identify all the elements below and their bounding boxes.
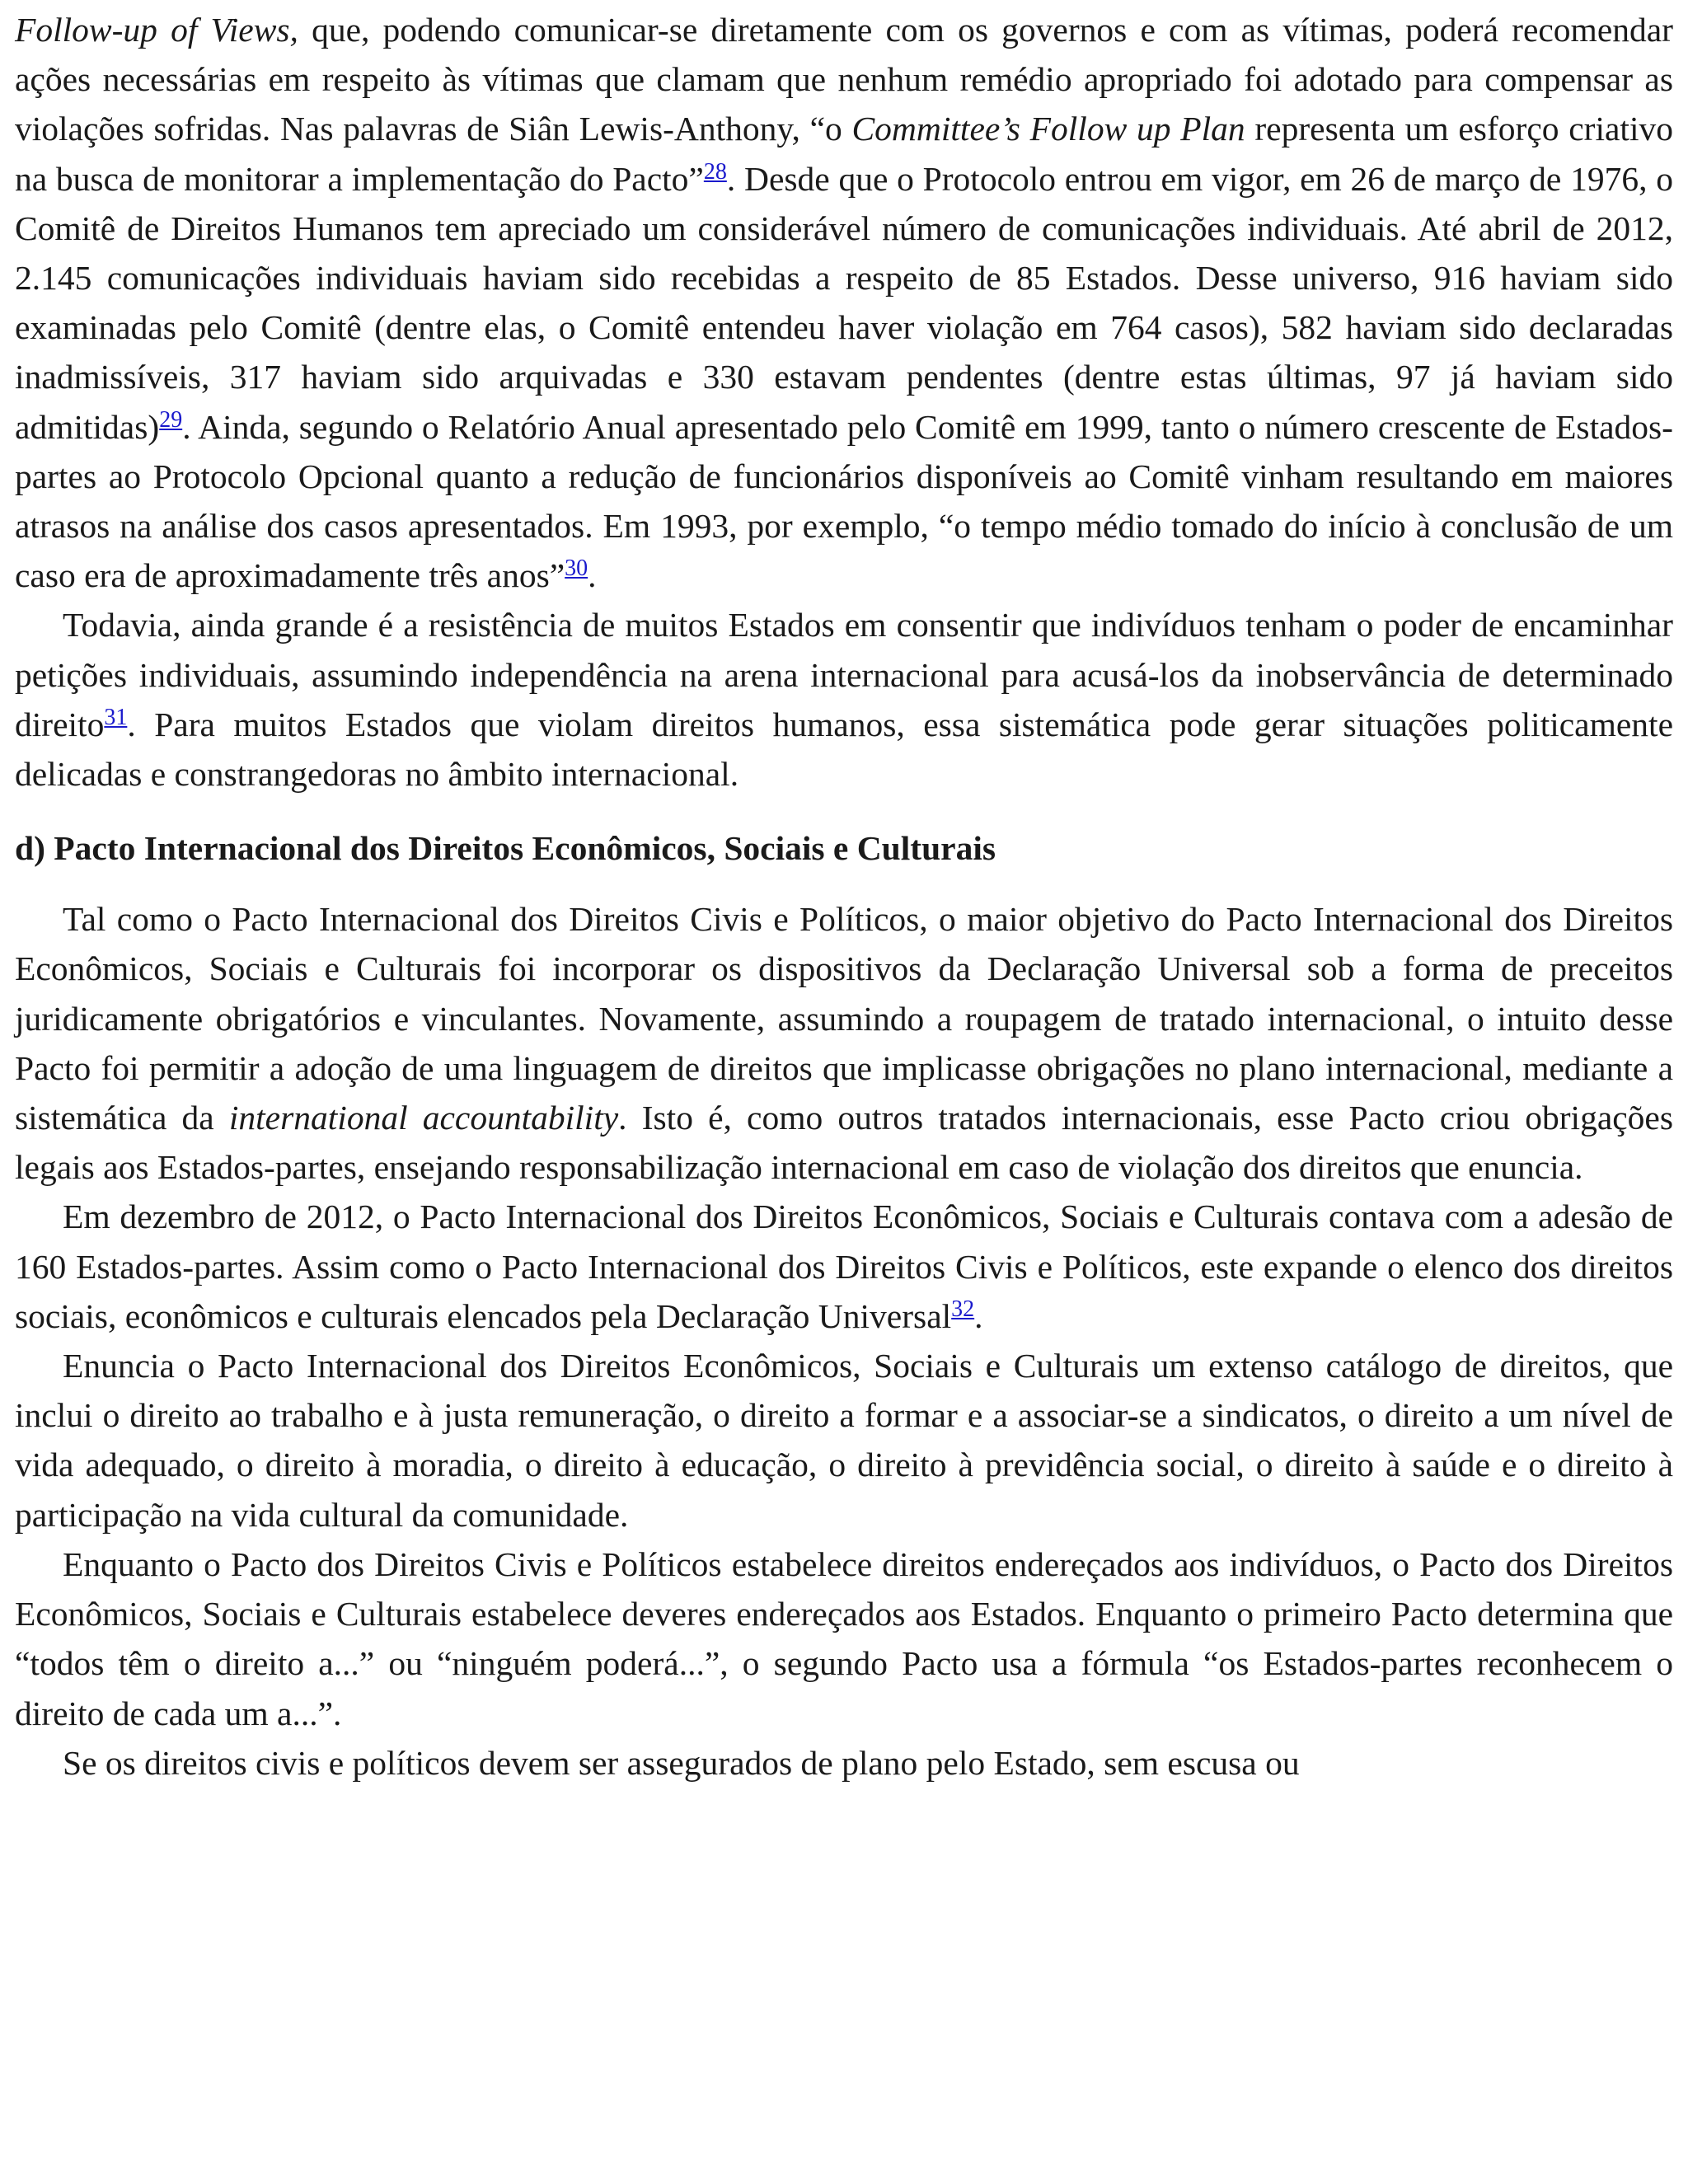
footnote-link-31[interactable]: 31 (104, 704, 128, 730)
footnote-link-30[interactable]: 30 (565, 555, 588, 582)
paragraph-comparacao: Enquanto o Pacto dos Direitos Civis e Políticos estabelece direitos endereçados aos indivíduos, o Pacto dos Direitos Econômicos, Sociais e Culturais estabelece deveres endereçados aos Estados. Enquanto o primeiro Pacto determina que “todos têm o direito a...” ou “ninguém poderá...”, o segundo Pacto usa a fórmula “os Estados-partes reconhecem o direito de cada um a...”. (15, 1544, 1673, 1732)
footnote-ref (565, 555, 588, 581)
italic-term: Follow-up of Views, (15, 11, 298, 49)
footnote-ref (951, 1296, 974, 1322)
document-page (15, 5, 1673, 1788)
paragraph-text: . Para muitos Estados que violam direitos humanos, essa sistemática pode gerar situações politicamente delicadas e constrangedoras no âmbito internacional. (15, 705, 1673, 794)
section-heading: d) Pacto Internacional dos Direitos Econômicos, Sociais e Culturais (15, 829, 996, 868)
paragraph-text: que, podendo comunicar-se diretamente com os governos e com as vítimas, poderá recomendar ações necessárias em respeito às vítimas que clamam que nenhum remédio apropriado foi adotado para compensar as violações sofridas. Nas palavras de Siân Lewis-Anthony, “o (15, 11, 1673, 148)
italic-term: international accountability (228, 1099, 619, 1137)
paragraph-text: . Desde que o Protocolo entrou em vigor, em 26 de março de 1976, o Comitê de Direitos Humanos tem apreciado um considerável número de comunicações individuais. Até abril de 2012, 2.145 comunicações individuais haviam sido recebidas a respeito de 85 Estados. Desse universo, 916 haviam sido examinadas pelo Comitê (dentre elas, o Comitê entendeu haver violação em 764 casos), 582 haviam sido declaradas inadmissíveis, 317 haviam sido arquivadas e 330 estavam pendentes (dentre estas últimas, 97 já haviam sido admitidas) (15, 159, 1673, 446)
paragraph-text: representa um esforço criativo na busca de monitorar a implementação do Pacto” (15, 110, 1673, 198)
footnote-ref (704, 159, 727, 185)
footnote-link-32[interactable]: 32 (951, 1296, 975, 1322)
paragraph-objetivo (15, 894, 1673, 1192)
footnote-link-28[interactable]: 28 (703, 158, 727, 185)
paragraph-text: . (588, 556, 597, 595)
paragraph-text: Todavia, ainda grande é a resistência de muitos Estados em consentir que indivíduos tenham o poder de encaminhar petições individuais, assumindo independência na arena internacional para acusá-los da inobservância de determinado direito (15, 606, 1673, 743)
paragraph-text: . Isto é, como outros tratados internacionais, esse Pacto criou obrigações legais aos Estados-partes, ensejando responsabilização internacional em caso de violação dos direitos que enuncia. (15, 1099, 1673, 1187)
paragraph-adesao (15, 1192, 1673, 1341)
paragraph-catalogo: Enuncia o Pacto Internacional dos Direitos Econômicos, Sociais e Culturais um extenso catálogo de direitos, que inclui o direito ao trabalho e à justa remuneração, o direito a formar e a associar-se a sindicatos, o direito a um nível de vida adequado, o direito à moradia, o direito à educação, o direito à previdência social, o direito à saúde e o direito à participação na vida cultural da comunidade. (15, 1347, 1673, 1534)
paragraph-follow-up (15, 5, 1673, 600)
paragraph-text: . Ainda, segundo o Relatório Anual apresentado pelo Comitê em 1999, tanto o número crescente de Estados-partes ao Protocolo Opcional quanto a redução de funcionários disponíveis ao Comitê vinham resultando em maiores atrasos na análise dos casos apresentados. Em 1993, por exemplo, “o tempo médio tomado do início à conclusão de um caso era de aproximadamente três anos” (15, 407, 1673, 595)
paragraph-text: Tal como o Pacto Internacional dos Direitos Civis e Políticos, o maior objetivo do Pacto Internacional dos Direitos Econômicos, Sociais e Culturais foi incorporar os dispositivos da Declaração Universal sob a forma de preceitos juridicamente obrigatórios e vinculantes. Novamente, assumindo a roupagem de tratado internacional, o intuito desse Pacto foi permitir a adoção de uma linguagem de direitos que implicasse obrigações no plano internacional, mediante a sistemática da (15, 900, 1673, 1137)
footnote-ref (159, 407, 182, 433)
paragraph-text: . (974, 1296, 983, 1335)
paragraph-text: Em dezembro de 2012, o Pacto Internacional dos Direitos Econômicos, Sociais e Culturais contava com a adesão de 160 Estados-partes. Assim como o Pacto Internacional dos Direitos Civis e Políticos, este expande o elenco dos direitos sociais, econômicos e culturais elencados pela Declaração Universal (15, 1197, 1673, 1335)
paragraph-direitos-civis: Se os direitos civis e políticos devem ser assegurados de plano pelo Estado, sem escusa ou (63, 1743, 1300, 1782)
footnote-link-29[interactable]: 29 (159, 406, 183, 433)
paragraph-resistencia (15, 600, 1673, 799)
footnote-ref (104, 705, 127, 730)
italic-term: Committee’s Follow up Plan (851, 110, 1245, 148)
